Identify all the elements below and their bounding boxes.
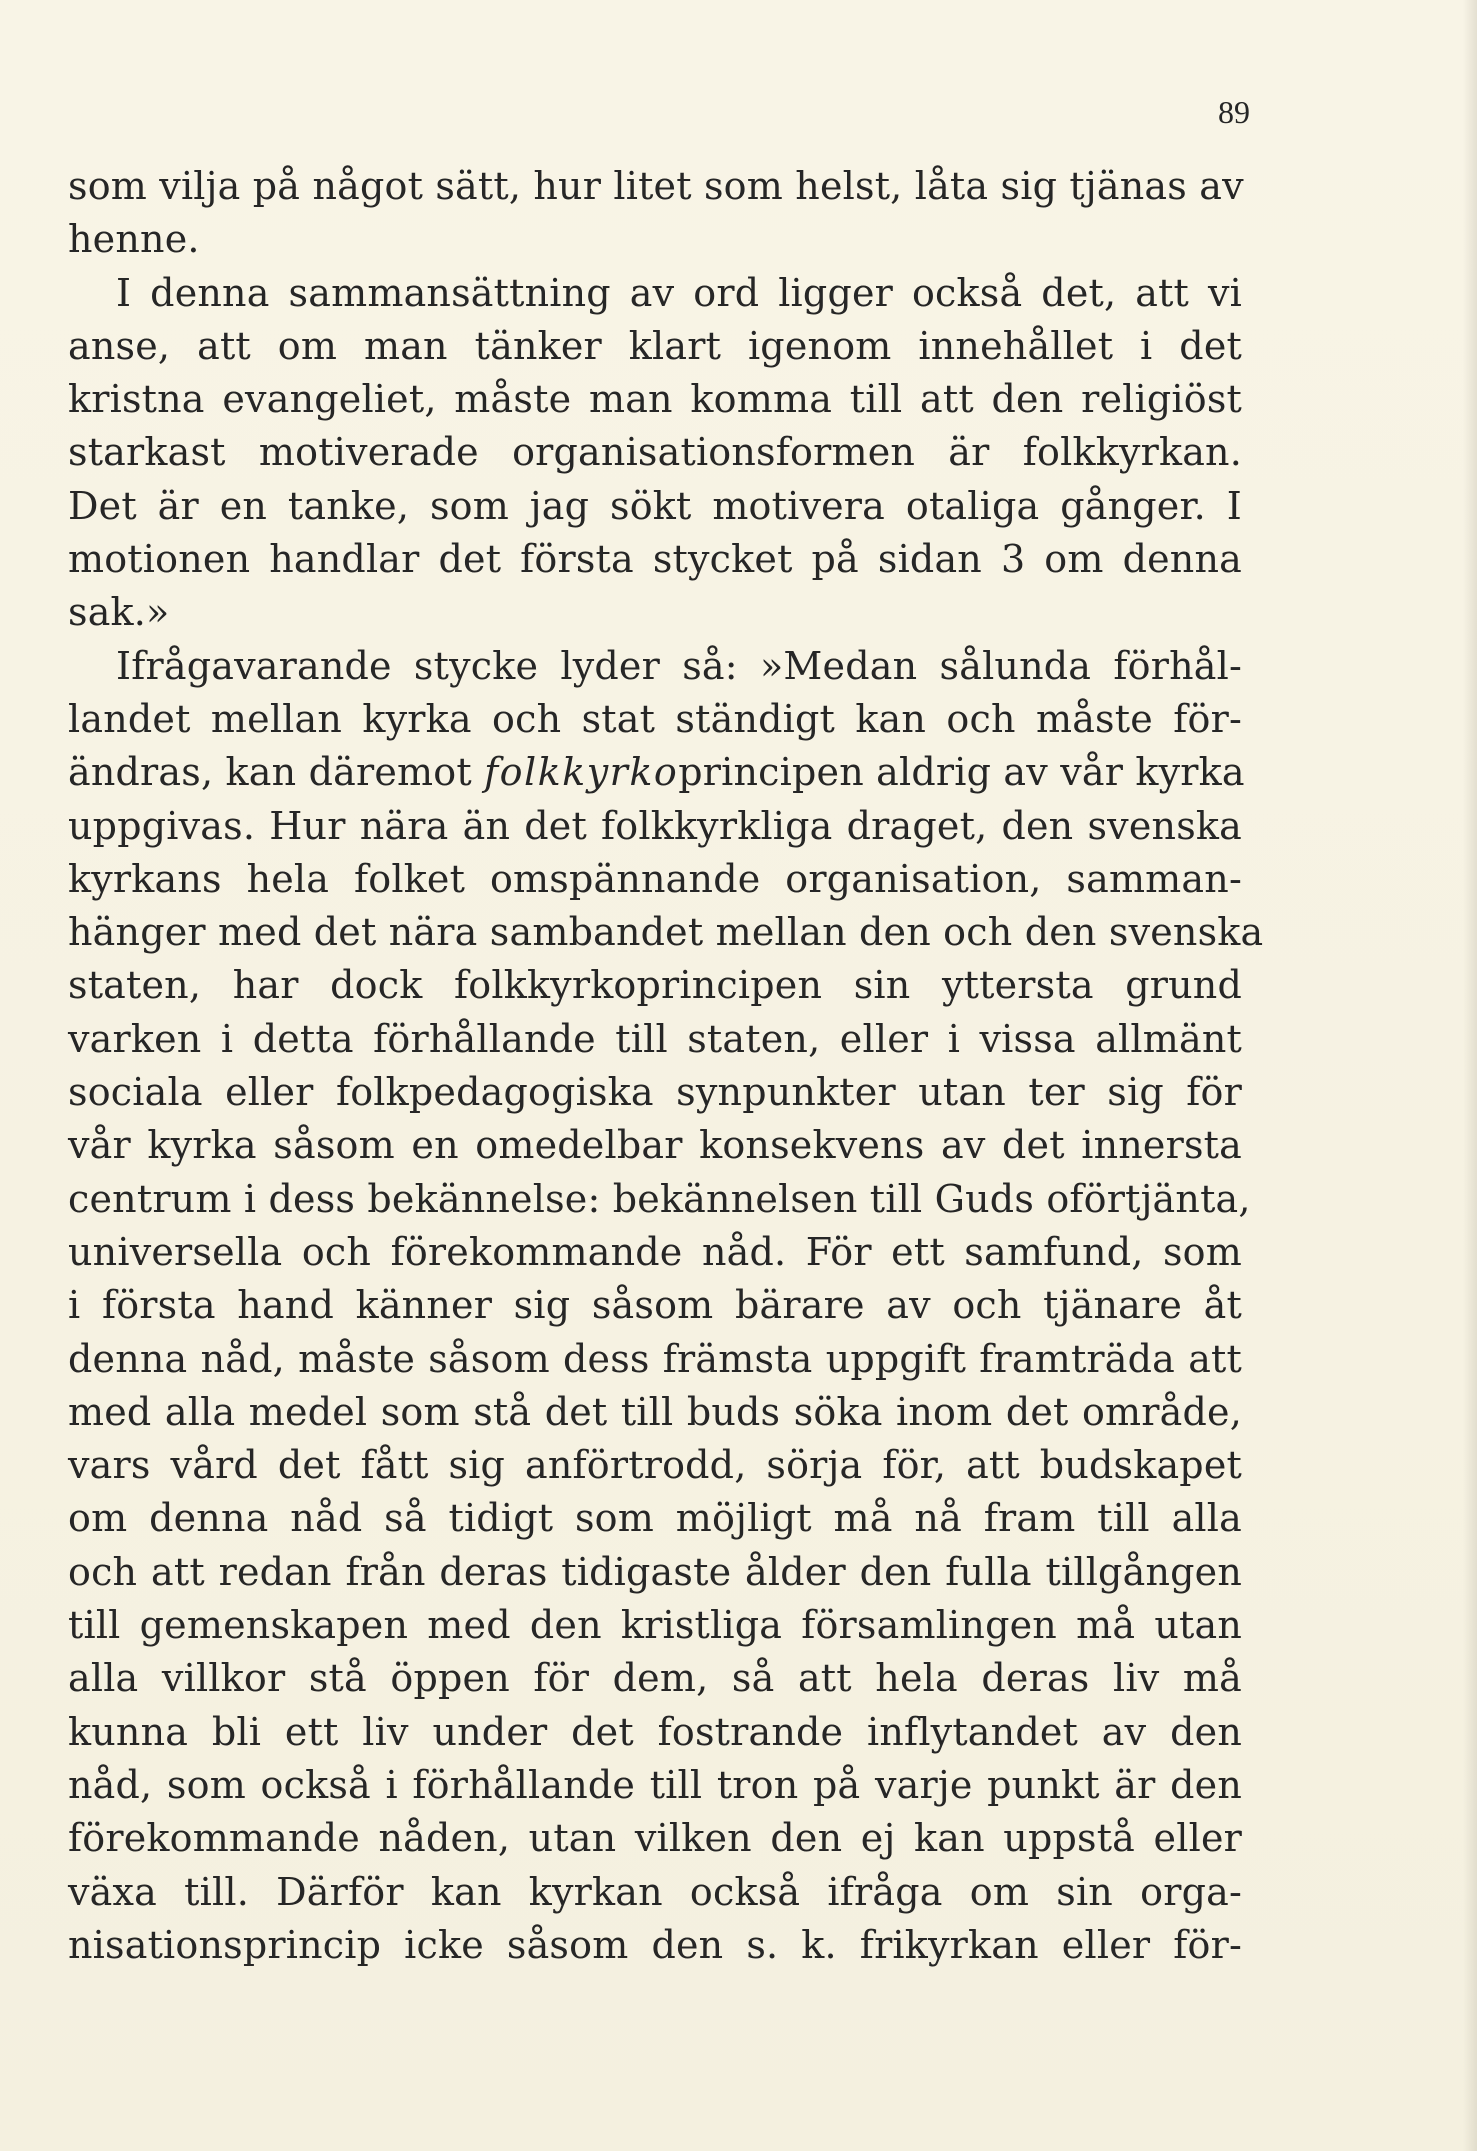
text-line: sociala eller folkpedagogiska synpunkter utan ter sig för: [68, 1070, 1242, 1115]
text-line: I denna sammansättning av ord ligger också det, att vi: [116, 270, 1242, 315]
text-line: hänger med det nära sambandet mellan den och den svenska: [68, 910, 1264, 955]
line-text-before: ändras, kan däremot: [68, 750, 485, 795]
page-number: 89: [1218, 94, 1250, 130]
text-line: landet mellan kyrka och stat ständigt kan och måste för-: [68, 696, 1242, 741]
text-line: sak.»: [68, 590, 170, 635]
text-line: Ifrågavarande stycke lyder så: »Medan sålunda förhål-: [116, 643, 1242, 688]
line-text-after: principen aldrig av vår kyrka: [678, 750, 1245, 795]
text-line: varken i detta förhållande till staten, eller i vissa allmänt: [68, 1016, 1242, 1061]
text-line: till gemenskapen med den kristliga församlingen må utan: [68, 1603, 1242, 1648]
text-line: alla villkor stå öppen för dem, så att hela deras liv må: [68, 1656, 1242, 1701]
text-line: med alla medel som stå det till buds söka inom det område,: [68, 1389, 1242, 1434]
text-line: nisationsprincip icke såsom den s. k. frikyrkan eller för-: [68, 1922, 1242, 1967]
text-line: i första hand känner sig såsom bärare av och tjänare åt: [68, 1283, 1242, 1328]
text-line-with-emphasis: [68, 746, 1245, 799]
text-line: om denna nåd så tidigt som möjligt må nå fram till alla: [68, 1496, 1242, 1541]
italic-emphasis: folkkyrko: [484, 750, 679, 795]
text-line: staten, har dock folkkyrkoprincipen sin yttersta grund: [68, 963, 1242, 1008]
text-line: uppgivas. Hur nära än det folkkyrkliga draget, den svenska: [68, 803, 1242, 848]
text-line: denna nåd, måste såsom dess främsta uppgift framträda att: [68, 1336, 1242, 1381]
body-text: [68, 160, 1264, 1972]
text-line: universella och förekommande nåd. För ett samfund, som: [68, 1229, 1242, 1274]
page-edge-shadow: [1463, 0, 1477, 2151]
text-line: vår kyrka såsom en omedelbar konsekvens av det innersta: [68, 1123, 1242, 1168]
text-line: nåd, som också i förhållande till tron på varje punkt är den: [68, 1762, 1242, 1807]
text-line: Det är en tanke, som jag sökt motivera otaliga gånger. I: [68, 483, 1242, 528]
text-line: henne.: [68, 217, 200, 262]
text-line: motionen handlar det första stycket på sidan 3 om denna: [68, 537, 1242, 582]
text-line: kyrkans hela folket omspännande organisation, samman-: [68, 856, 1242, 901]
text-line: kunna bli ett liv under det fostrande inflytandet av den: [68, 1709, 1242, 1754]
text-line: anse, att om man tänker klart igenom innehållet i det: [68, 323, 1242, 368]
text-line: starkast motiverade organisationsformen är folkkyrkan.: [68, 430, 1242, 475]
text-line: som vilja på något sätt, hur litet som helst, låta sig tjänas av: [68, 164, 1244, 208]
text-line: och att redan från deras tidigaste ålder den fulla tillgången: [68, 1549, 1242, 1594]
text-line: vars vård det fått sig anförtrodd, sörja för, att budskapet: [68, 1443, 1242, 1488]
text-line: centrum i dess bekännelse: bekännelsen till Guds oförtjänta,: [68, 1176, 1251, 1221]
text-line: kristna evangeliet, måste man komma till att den religiöst: [68, 377, 1242, 422]
text-line: förekommande nåden, utan vilken den ej kan uppstå eller: [68, 1816, 1242, 1861]
text-line: växa till. Därför kan kyrkan också ifråga om sin orga-: [68, 1869, 1242, 1914]
